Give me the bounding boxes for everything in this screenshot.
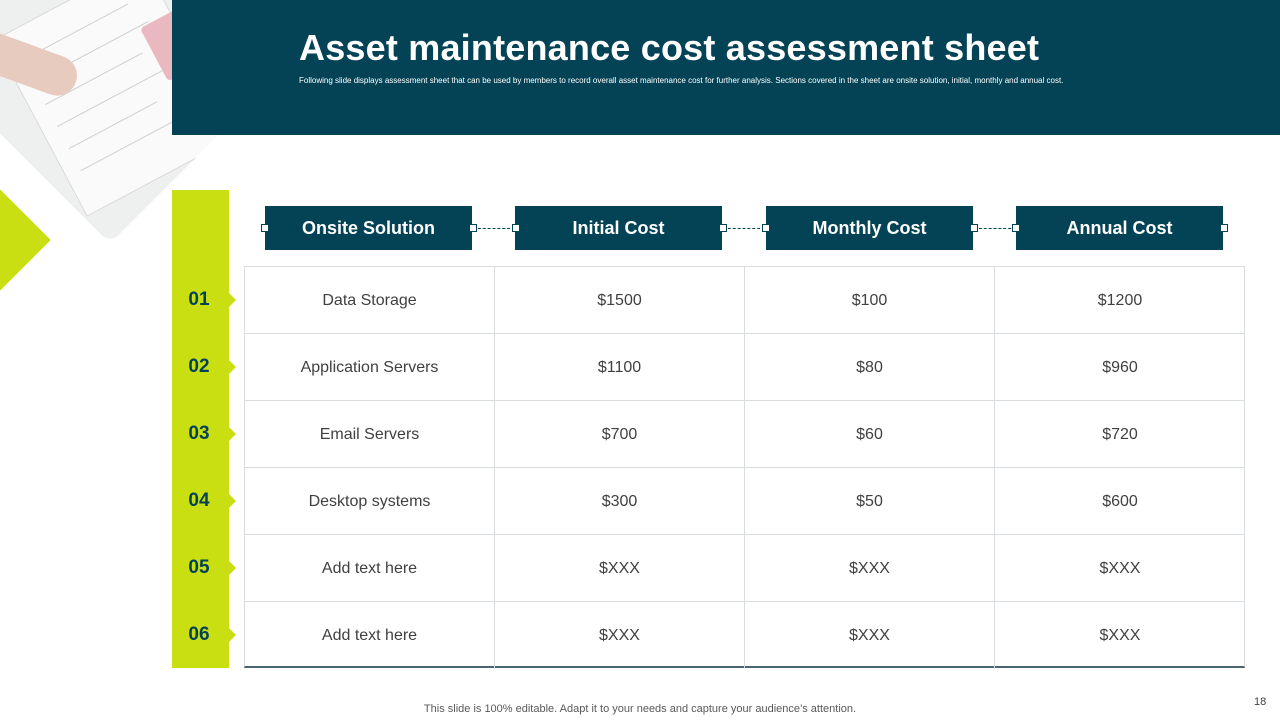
row-pointer-icon	[229, 427, 236, 441]
table-cell: $1200	[995, 267, 1245, 334]
table-cell: $XXX	[995, 535, 1245, 602]
table-cell: $80	[745, 334, 995, 401]
table-cell: Desktop systems	[245, 468, 495, 535]
row-pointer-icon	[229, 293, 236, 307]
page-number: 18	[1254, 696, 1267, 708]
column-header-initial-cost: Initial Cost	[515, 206, 722, 250]
connector-handle	[1220, 224, 1228, 232]
row-pointer-icon	[229, 494, 236, 508]
column-header-annual-cost: Annual Cost	[1016, 206, 1223, 250]
row-number: 06	[188, 624, 210, 645]
column-header-monthly-cost: Monthly Cost	[766, 206, 973, 250]
header-connector	[974, 228, 1016, 229]
row-pointer-icon	[229, 561, 236, 575]
table-cell: $100	[745, 267, 995, 334]
table-cell: $50	[745, 468, 995, 535]
table-cell: $XXX	[745, 535, 995, 602]
table-cell: $XXX	[1099, 627, 1141, 644]
row-number: 01	[188, 289, 210, 310]
footer-note: This slide is 100% editable. Adapt it to your needs and capture your audience’s attention.	[423, 703, 857, 715]
table-cell: $1500	[495, 267, 745, 334]
connector-handle	[261, 224, 269, 232]
row-number: 02	[188, 356, 210, 377]
table-cell: $60	[745, 401, 995, 468]
connector-handle	[970, 224, 978, 232]
row-pointer-icon	[229, 628, 236, 642]
connector-handle	[512, 224, 520, 232]
column-header-onsite-solution: Onsite Solution	[265, 206, 472, 250]
table-cell: Add text here	[245, 535, 495, 602]
row-number: 05	[188, 557, 210, 578]
table-cell: Add text here	[245, 602, 495, 669]
table-cell: Email Servers	[245, 401, 495, 468]
header-connector	[473, 228, 515, 229]
cost-table	[244, 266, 1245, 668]
table-cell: Data Storage	[245, 267, 495, 334]
row-number: 03	[188, 423, 210, 444]
table-cell: $XXX	[495, 602, 745, 669]
header-connector	[723, 228, 765, 229]
table-cell: $300	[495, 468, 745, 535]
connector-handle	[719, 224, 727, 232]
table-cell: Application Servers	[245, 334, 495, 401]
table-cell: $XXX	[745, 602, 995, 669]
page-title: Asset maintenance cost assessment sheet	[299, 27, 1040, 68]
table-cell: $1100	[495, 334, 745, 401]
connector-handle	[1012, 224, 1020, 232]
table-cell: $700	[495, 401, 745, 468]
page-subtitle: Following slide displays assessment sheet that can be used by members to record overall asset maintenance cost for further analysis. Sections covered in the sheet are onsite solution, initial, monthly and annual cost.	[299, 76, 1064, 85]
table-cell: $960	[995, 334, 1245, 401]
connector-handle	[762, 224, 770, 232]
row-number: 04	[188, 490, 210, 511]
table-cell: $600	[995, 468, 1245, 535]
row-pointer-icon	[229, 360, 236, 374]
table-cell: $720	[995, 401, 1245, 468]
table-cell: $XXX	[495, 535, 745, 602]
connector-handle	[469, 224, 477, 232]
